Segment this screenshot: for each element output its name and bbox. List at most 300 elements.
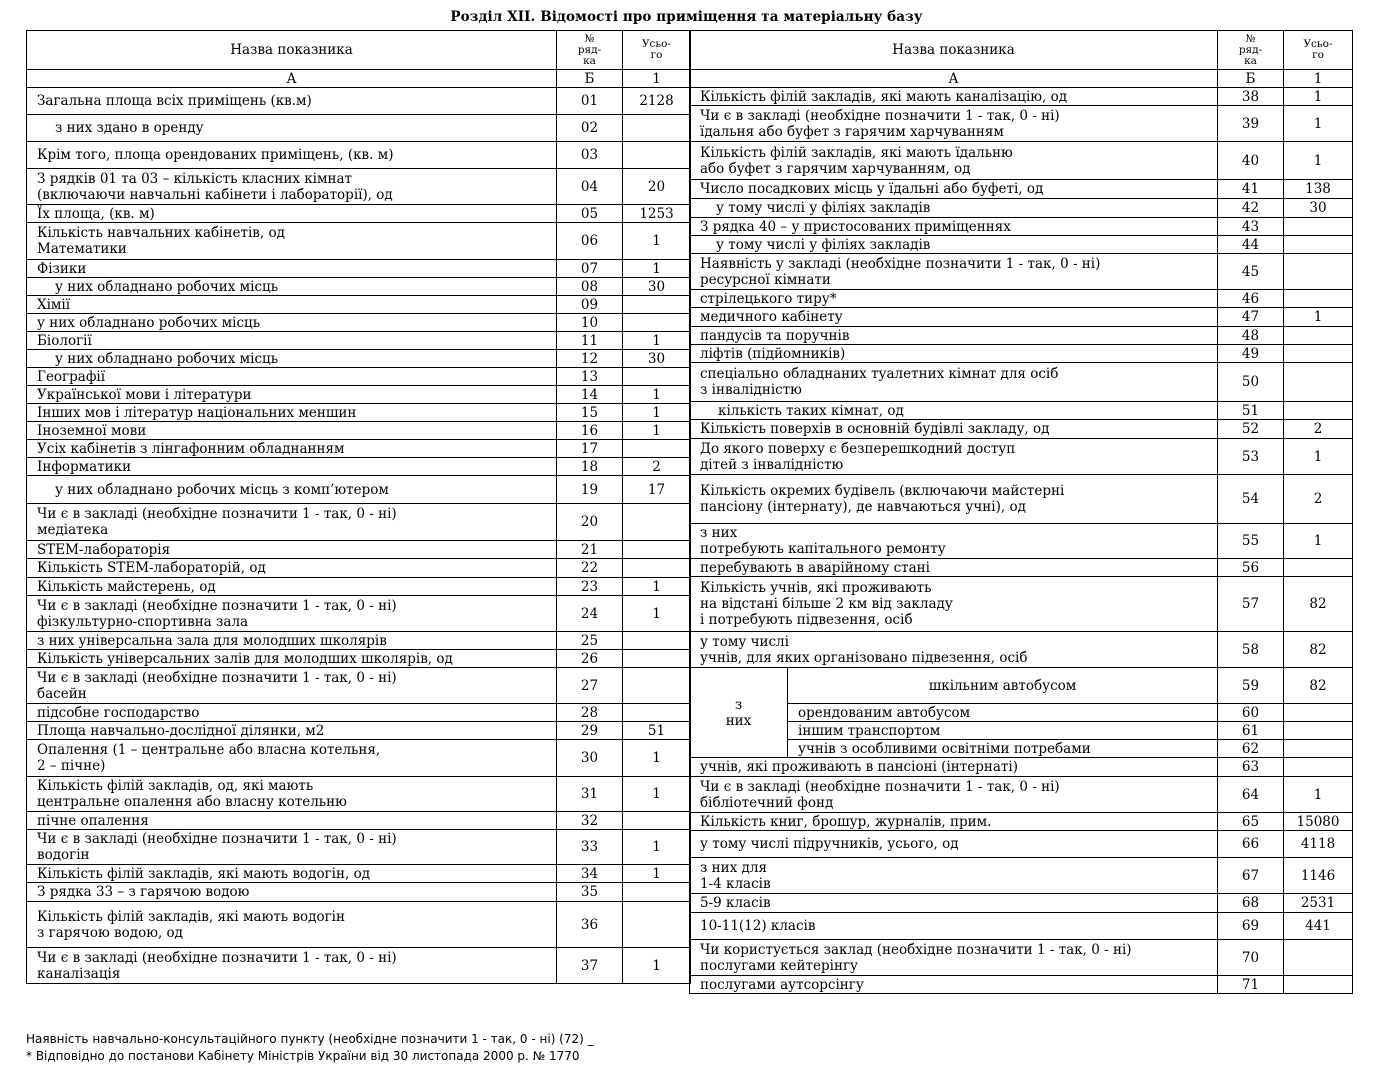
table-row [27,458,691,476]
indicator-name: Кількість учнів, які проживають на відстані більше 2 км від закладу і потребують підвезення, осіб [690,577,1218,632]
row-number: 32 [557,812,623,830]
row-number: 45 [1218,254,1284,290]
total-value-cell[interactable] [1284,740,1353,758]
letter-one: 1 [1284,70,1353,88]
indicator-name: у тому числі у філіях закладів [690,236,1218,254]
total-value-cell[interactable] [1284,758,1353,777]
table-row [690,88,1353,106]
indicator-name: у тому числі у філіях закладів [690,199,1218,218]
row-number: 62 [1218,740,1284,758]
table-row [690,106,1353,142]
row-number: 11 [557,332,623,350]
total-value-cell[interactable]: 1 [1284,88,1353,106]
resolution-footnote: * Відповідно до постанови Кабінету Міністрів України від 30 листопада 2000 р. № 1770 [26,1049,580,1063]
indicator-name: Чи є в закладі (необхідне позначити 1 - так, 0 - ні) фізкультурно-спортивна зала [27,596,557,632]
total-value-cell[interactable]: 1 [623,223,691,260]
row-number: 07 [557,260,623,278]
total-value-cell[interactable]: 1253 [623,205,691,223]
indicator-name: 5-9 класів [690,894,1218,913]
left-indicators-table [26,30,691,984]
table-row [690,894,1353,913]
row-number: 03 [557,142,623,169]
row-number: 10 [557,314,623,332]
indicator-name: Чи є в закладі (необхідне позначити 1 - так, 0 - ні) каналізація [27,948,557,984]
total-value-cell[interactable]: 1 [623,948,691,984]
table-row [690,142,1353,180]
total-value-cell[interactable]: 1 [623,332,691,350]
table-row [690,475,1353,524]
indicator-name: перебувають в аварійному стані [690,559,1218,577]
row-number: 43 [1218,218,1284,236]
table-row [27,559,691,578]
indicator-name: Усіх кабінетів з лінгафонним обладнанням [27,440,557,458]
indicator-name: Української мови і літератури [27,386,557,404]
table-row [27,883,691,902]
row-number: 41 [1218,180,1284,199]
row-number: 29 [557,722,623,740]
total-value-cell[interactable]: 1 [623,596,691,632]
letter-a: А [27,70,557,88]
row-number: 70 [1218,940,1284,976]
table-row [690,236,1353,254]
indicator-name: Кількість книг, брошур, журналів, прим. [690,813,1218,831]
table-row [27,596,691,632]
total-value-cell[interactable]: 1 [623,578,691,596]
total-value-cell[interactable]: 1 [1284,524,1353,559]
row-number: 08 [557,278,623,296]
header-name: Назва показника [690,31,1218,70]
footnotes [26,1031,1356,1065]
row-number: 31 [557,777,623,812]
table-row [27,830,691,865]
row-number: 16 [557,422,623,440]
row-number: 54 [1218,475,1284,524]
table-row [27,205,691,223]
row-number: 28 [557,704,623,722]
indicator-name: іншим транспортом [788,722,1218,740]
total-value-cell[interactable]: 1 [623,830,691,865]
total-value-cell[interactable] [1284,402,1353,420]
table-row [27,142,691,169]
indicator-name: Площа навчально-дослідної ділянки, м2 [27,722,557,740]
left-table-panel [26,30,690,984]
row-number: 02 [557,115,623,142]
indicator-name: послугами аутсорсінгу [690,976,1218,994]
table-row [690,704,1353,722]
total-value-cell[interactable]: 2 [623,458,691,476]
header-name: Назва показника [27,31,557,70]
total-value-cell[interactable]: 2 [1284,475,1353,524]
indicator-name: Чи є в закладі (необхідне позначити 1 - так, 0 - ні) їдальня або буфет з гарячим харчуванням [690,106,1218,142]
indicator-name: у них обладнано робочих місць [27,314,557,332]
total-value-cell[interactable] [623,668,691,704]
table-row [690,524,1353,559]
table-row [690,559,1353,577]
indicator-name: з них здано в оренду [27,115,557,142]
indicator-name: З рядків 01 та 03 – кількість класних кімнат (включаючи навчальні кабінети і лабораторії), од [27,169,557,205]
row-number: 55 [1218,524,1284,559]
table-row [27,948,691,984]
row-number: 22 [557,559,623,578]
table-row [27,440,691,458]
table-row [27,404,691,422]
total-value-cell[interactable] [1284,254,1353,290]
row-number: 25 [557,632,623,650]
row-number: 42 [1218,199,1284,218]
total-value-cell[interactable]: 2 [1284,420,1353,439]
table-row [690,668,1353,704]
total-value-cell[interactable]: 2531 [1284,894,1353,913]
total-value-cell[interactable] [1284,327,1353,345]
header-row [27,31,691,70]
indicator-name: у тому числі підручників, усього, од [690,831,1218,858]
table-row [690,577,1353,632]
table-row [27,541,691,559]
header-row-number: № ряд- ка [1218,31,1284,70]
row-number: 51 [1218,402,1284,420]
table-row [27,632,691,650]
row-number: 68 [1218,894,1284,913]
indicator-name: Кількість навчальних кабінетів, од Математики [27,223,557,260]
row-number: 19 [557,476,623,504]
table-row [27,476,691,504]
indicator-name: Чи є в закладі (необхідне позначити 1 - так, 0 - ні) медіатека [27,504,557,541]
table-row [690,254,1353,290]
table-row [690,632,1353,668]
total-value-cell[interactable]: 1 [1284,106,1353,142]
indicator-name: з них потребують капітального ремонту [690,524,1218,559]
row-number: 50 [1218,363,1284,402]
row-number: 26 [557,650,623,668]
indicator-name: з них для 1-4 класів [690,858,1218,894]
row-number: 38 [1218,88,1284,106]
row-number: 64 [1218,777,1284,813]
row-number: 35 [557,883,623,902]
row-number: 23 [557,578,623,596]
total-value-cell[interactable] [623,812,691,830]
consultation-point-note: Наявність навчально-консультаційного пункту (необхідне позначити 1 - так, 0 - ні) (72) _ [26,1032,594,1046]
table-row [27,332,691,350]
total-value-cell[interactable]: 1 [1284,308,1353,327]
indicator-name: з них універсальна зала для молодших школярів [27,632,557,650]
table-row [27,578,691,596]
table-row [27,422,691,440]
table-row [690,831,1353,858]
total-value-cell[interactable]: 1 [623,386,691,404]
total-value-cell[interactable] [1284,363,1353,402]
indicator-name: Хімії [27,296,557,314]
total-value-cell[interactable] [1284,559,1353,577]
indicator-name: Кількість поверхів в основній будівлі закладу, од [690,420,1218,439]
total-value-cell[interactable]: 1 [1284,777,1353,813]
letters-row [27,70,691,88]
table-row [690,180,1353,199]
total-value-cell[interactable] [623,632,691,650]
header-row [690,31,1353,70]
total-value-cell[interactable]: 20 [623,169,691,205]
row-number: 18 [557,458,623,476]
table-row [27,650,691,668]
row-number: 56 [1218,559,1284,577]
total-value-cell[interactable]: 1 [623,260,691,278]
indicator-name: 10-11(12) класів [690,913,1218,940]
indicator-name: Кількість філій закладів, які мають водогін з гарячою водою, од [27,902,557,948]
table-row [690,308,1353,327]
row-number: 48 [1218,327,1284,345]
table-row [27,278,691,296]
total-value-cell[interactable] [623,902,691,948]
indicator-name: Кількість майстерень, од [27,578,557,596]
table-row [690,218,1353,236]
total-value-cell[interactable] [623,142,691,169]
indicator-name: Кількість філій закладів, які мають водогін, од [27,865,557,883]
header-total: Усьо- го [623,31,691,70]
row-number: 34 [557,865,623,883]
table-row [27,115,691,142]
total-value-cell[interactable]: 17 [623,476,691,504]
total-value-cell[interactable] [623,440,691,458]
row-number: 09 [557,296,623,314]
indicator-name: Кількість STEM-лабораторій, од [27,559,557,578]
table-row [690,722,1353,740]
indicator-name: Інформатики [27,458,557,476]
total-value-cell[interactable]: 1 [623,422,691,440]
indicator-name: Їх площа, (кв. м) [27,205,557,223]
table-row [690,345,1353,363]
total-value-cell[interactable]: 15080 [1284,813,1353,831]
total-value-cell[interactable]: 2128 [623,88,691,115]
section-title: Розділ ХІІ. Відомості про приміщення та матеріальну базу [450,9,923,25]
indicator-name: Наявність у закладі (необхідне позначити 1 - так, 0 - ні) ресурсної кімнати [690,254,1218,290]
table-row [27,812,691,830]
table-row [27,169,691,205]
row-number: 33 [557,830,623,865]
row-number: 40 [1218,142,1284,180]
indicator-name: Біології [27,332,557,350]
table-row [690,420,1353,439]
total-value-cell[interactable]: 1 [1284,439,1353,475]
indicator-name: у них обладнано робочих місць [27,350,557,368]
table-row [690,199,1353,218]
indicator-name: З рядка 40 – у пристосованих приміщеннях [690,218,1218,236]
indicator-name: у них обладнано робочих місць з комп’ютером [27,476,557,504]
row-number: 61 [1218,722,1284,740]
row-number: 14 [557,386,623,404]
total-value-cell[interactable]: 441 [1284,913,1353,940]
total-value-cell[interactable]: 82 [1284,577,1353,632]
table-row [27,88,691,115]
row-number: 63 [1218,758,1284,777]
table-row [27,865,691,883]
total-value-cell[interactable]: 82 [1284,668,1353,704]
total-value-cell[interactable]: 30 [623,350,691,368]
letter-a: А [690,70,1218,88]
letter-one: 1 [623,70,691,88]
total-value-cell[interactable] [1284,290,1353,308]
total-value-cell[interactable]: 30 [1284,199,1353,218]
indicator-name: Кількість універсальних залів для молодших школярів, од [27,650,557,668]
row-number: 37 [557,948,623,984]
row-number: 71 [1218,976,1284,994]
indicator-name: стрілецького тиру* [690,290,1218,308]
table-row [690,858,1353,894]
indicator-name: ліфтів (підйомників) [690,345,1218,363]
total-value-cell[interactable] [1284,704,1353,722]
row-number: 01 [557,88,623,115]
indicator-name: З рядка 33 – з гарячою водою [27,883,557,902]
row-number: 46 [1218,290,1284,308]
indicator-name: шкільним автобусом [788,668,1218,704]
indicator-name: Чи користується заклад (необхідне позначити 1 - так, 0 - ні) послугами кейтерінгу [690,940,1218,976]
total-value-cell[interactable]: 1146 [1284,858,1353,894]
total-value-cell[interactable] [623,504,691,541]
row-number: 69 [1218,913,1284,940]
row-number: 36 [557,902,623,948]
row-number: 21 [557,541,623,559]
letters-row [690,70,1353,88]
header-total: Усьо- го [1284,31,1353,70]
table-row [690,777,1353,813]
row-number: 05 [557,205,623,223]
table-row [27,722,691,740]
indicator-name: STEM-лабораторія [27,541,557,559]
table-row [27,668,691,704]
table-row [690,813,1353,831]
table-row [690,913,1353,940]
total-value-cell[interactable] [623,704,691,722]
indicator-name: Фізики [27,260,557,278]
indicator-name: у тому числі учнів, для яких організовано підвезення, осіб [690,632,1218,668]
table-row [27,777,691,812]
row-number: 53 [1218,439,1284,475]
merged-of-them-label: з них [690,668,788,758]
indicator-name: Географії [27,368,557,386]
total-value-cell[interactable] [623,883,691,902]
indicator-name: Загальна площа всіх приміщень (кв.м) [27,88,557,115]
row-number: 30 [557,740,623,777]
total-value-cell[interactable]: 30 [623,278,691,296]
total-value-cell[interactable]: 1 [623,865,691,883]
table-row [27,740,691,777]
table-row [27,260,691,278]
indicator-name: Інших мов і літератур національних меншин [27,404,557,422]
total-value-cell[interactable]: 1 [623,404,691,422]
letter-b: Б [1218,70,1284,88]
table-row [690,940,1353,976]
row-number: 49 [1218,345,1284,363]
indicator-name: медичного кабінету [690,308,1218,327]
total-value-cell[interactable] [1284,976,1353,994]
total-value-cell[interactable] [623,115,691,142]
table-row [690,290,1353,308]
row-number: 60 [1218,704,1284,722]
indicator-name: кількість таких кімнат, од [690,402,1218,420]
row-number: 39 [1218,106,1284,142]
total-value-cell[interactable] [1284,218,1353,236]
total-value-cell[interactable] [1284,345,1353,363]
row-number: 58 [1218,632,1284,668]
indicator-name: орендованим автобусом [788,704,1218,722]
indicator-name: у них обладнано робочих місць [27,278,557,296]
indicator-name: Чи є в закладі (необхідне позначити 1 - так, 0 - ні) бібліотечний фонд [690,777,1218,813]
total-value-cell[interactable] [623,296,691,314]
indicator-name: Опалення (1 – центральне або власна котельня, 2 – пічне) [27,740,557,777]
header-row-number: № ряд- ка [557,31,623,70]
table-row [27,223,691,260]
row-number: 15 [557,404,623,422]
total-value-cell[interactable]: 138 [1284,180,1353,199]
total-value-cell[interactable] [1284,236,1353,254]
total-value-cell[interactable] [623,314,691,332]
table-row [690,327,1353,345]
table-row [27,902,691,948]
total-value-cell[interactable] [1284,940,1353,976]
table-row [690,758,1353,777]
letter-b: Б [557,70,623,88]
indicator-name: спеціально обладнаних туалетних кімнат для осіб з інвалідністю [690,363,1218,402]
total-value-cell[interactable]: 4118 [1284,831,1353,858]
row-number: 65 [1218,813,1284,831]
row-number: 24 [557,596,623,632]
table-row [27,314,691,332]
indicator-name: Кількість філій закладів, од, які мають центральне опалення або власну котельню [27,777,557,812]
row-number: 67 [1218,858,1284,894]
indicator-name: учнів з особливими освітніми потребами [788,740,1218,758]
row-number: 06 [557,223,623,260]
table-row [690,740,1353,758]
indicator-name: До якого поверху є безперешкодний доступ дітей з інвалідністю [690,439,1218,475]
indicator-name: пандусів та поручнів [690,327,1218,345]
indicator-name: Іноземної мови [27,422,557,440]
indicator-name: Крім того, площа орендованих приміщень, (кв. м) [27,142,557,169]
row-number: 52 [1218,420,1284,439]
row-number: 04 [557,169,623,205]
right-table-panel [689,30,1352,994]
total-value-cell[interactable]: 1 [623,740,691,777]
indicator-name: Кількість філій закладів, які мають їдальню або буфет з гарячим харчуванням, од [690,142,1218,180]
indicator-name: Кількість окремих будівель (включаючи майстерні пансіону (інтернату), де навчаються учні), од [690,475,1218,524]
row-number: 57 [1218,577,1284,632]
total-value-cell[interactable] [1284,722,1353,740]
right-indicators-table [689,30,1353,994]
total-value-cell[interactable]: 1 [623,777,691,812]
total-value-cell[interactable]: 51 [623,722,691,740]
row-number: 17 [557,440,623,458]
row-number: 44 [1218,236,1284,254]
row-number: 13 [557,368,623,386]
indicator-name: пічне опалення [27,812,557,830]
total-value-cell[interactable]: 1 [1284,142,1353,180]
indicator-name: Чи є в закладі (необхідне позначити 1 - так, 0 - ні) басейн [27,668,557,704]
row-number: 47 [1218,308,1284,327]
indicator-name: Число посадкових місць у їдальні або буфеті, од [690,180,1218,199]
row-number: 20 [557,504,623,541]
table-row [27,386,691,404]
total-value-cell[interactable] [623,559,691,578]
row-number: 66 [1218,831,1284,858]
table-row [27,296,691,314]
row-number: 12 [557,350,623,368]
table-row [690,363,1353,402]
total-value-cell[interactable] [623,368,691,386]
indicator-name: Кількість філій закладів, які мають каналізацію, од [690,88,1218,106]
indicator-name: учнів, які проживають в пансіоні (інтернаті) [690,758,1218,777]
total-value-cell[interactable] [623,650,691,668]
row-number: 59 [1218,668,1284,704]
total-value-cell[interactable] [623,541,691,559]
total-value-cell[interactable]: 82 [1284,632,1353,668]
table-row [27,368,691,386]
